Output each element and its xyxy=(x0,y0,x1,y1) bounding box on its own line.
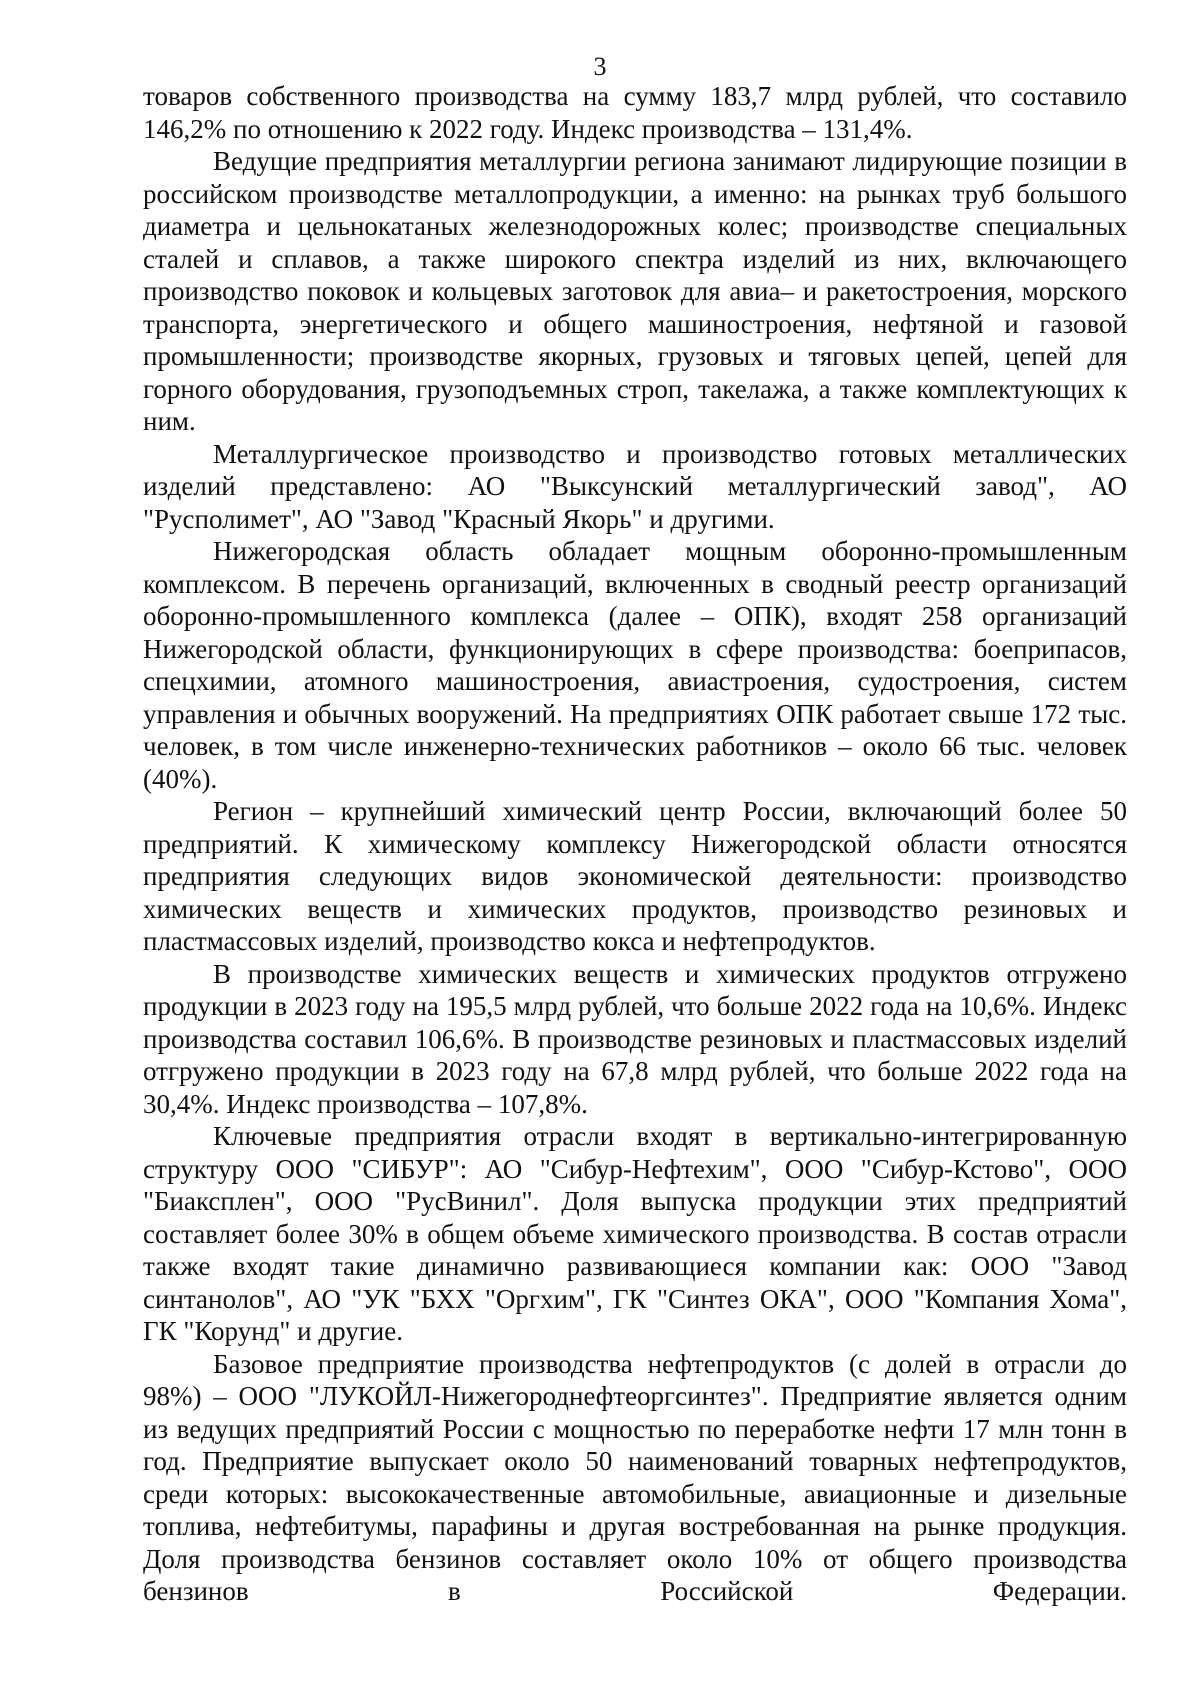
paragraph-metallurgy-companies: Металлургическое производство и производство готовых металлических изделий представлено: АО "Выксунский металлургический завод", АО "Русполимет", АО "Завод "Красный Якорь" и другими. xyxy=(143,438,1127,534)
paragraph-key-chemical-companies: Ключевые предприятия отрасли входят в вертикально-интегрированную структуру ООО "СИБУР": АО "Сибур-Нефтехим", ООО "Сибур-Кстово", ООО "Биаксплен", ООО "РусВинил". Доля выпуска продукции этих предприятий составляет более 30% в общем объеме химического производства. В состав отрасли также входят такие динамично развивающиеся компании как: ООО "Завод синтанолов", АО "УК "БХХ "Оргхим", ГК "Синтез ОКА", ООО "Компания Хома", ГК "Корунд" и другие. xyxy=(143,1121,1127,1346)
page-number: 3 xyxy=(593,52,607,81)
paragraph-chemical-center: Регион – крупнейший химический центр России, включающий более 50 предприятий. К химическому комплексу Нижегородской области относятся предприятия следующих видов экономической деятельности: производство химических веществ и химических продуктов, производство резиновых и пластмассовых изделий, производство кокса и нефтепродуктов. xyxy=(143,796,1127,956)
paragraph-defense-complex: Нижегородская область обладает мощным оборонно-промышленным комплексом. В перечень организаций, включенных в сводный реестр организаций оборонно-промышленного комплекса (далее – ОПК), входят 258 организаций Нижегородской области, функционирующих в сфере производства: боеприпасов, спецхимии, атомного машиностроения, авиастроения, судостроения, систем управления и обычных вооружений. На предприятиях ОПК работает свыше 172 тыс. человек, в том числе инженерно-технических работников – около 66 тыс. человек (40%). xyxy=(143,536,1127,794)
body-text xyxy=(143,80,1127,1608)
paragraph-metallurgy-leaders: Ведущие предприятия металлургии региона занимают лидирующие позиции в российском производстве металлопродукции, а именно: на рынках труб большого диаметра и цельнокатаных железнодорожных колес; производстве специальных сталей и сплавов, а также широкого спектра изделий из них, включающего производство поковок и кольцевых заготовок для авиа– и ракетостроения, морского транспорта, энергетического и общего машиностроения, нефтяной и газовой промышленности; производстве якорных, грузовых и тяговых цепей, цепей для горного оборудования, грузоподъемных строп, такелажа, а также комплектующих к ним. xyxy=(143,146,1127,436)
paragraph-oil-refining: Базовое предприятие производства нефтепродуктов (с долей в отрасли до 98%) – ООО "ЛУКОЙЛ-Нижегороднефтеоргсинтез". Предприятие является одним из ведущих предприятий России с мощностью по переработке нефти 17 млн тонн в год. Предприятие выпускает около 50 наименований товарных нефтепродуктов, среди которых: высококачественные автомобильные, авиационные и дизельные топлива, нефтебитумы, парафины и другая востребованная на рынке продукция. Доля производства бензинов составляет около 10% от общего производства бензинов в Российской Федерации. xyxy=(143,1348,1127,1606)
paragraph-chemical-output: В производстве химических веществ и химических продуктов отгружено продукции в 2023 году на 195,5 млрд рублей, что больше 2022 года на 10,6%. Индекс производства составил 106,6%. В производстве резиновых и пластмассовых изделий отгружено продукции в 2023 году на 67,8 млрд рублей, что больше 2022 года на 30,4%. Индекс производства – 107,8%. xyxy=(143,958,1127,1119)
paragraph-production-continuation: товаров собственного производства на сумму 183,7 млрд рублей, что составило 146,2% по отношению к 2022 году. Индекс производства – 131,4%. xyxy=(143,81,1127,144)
